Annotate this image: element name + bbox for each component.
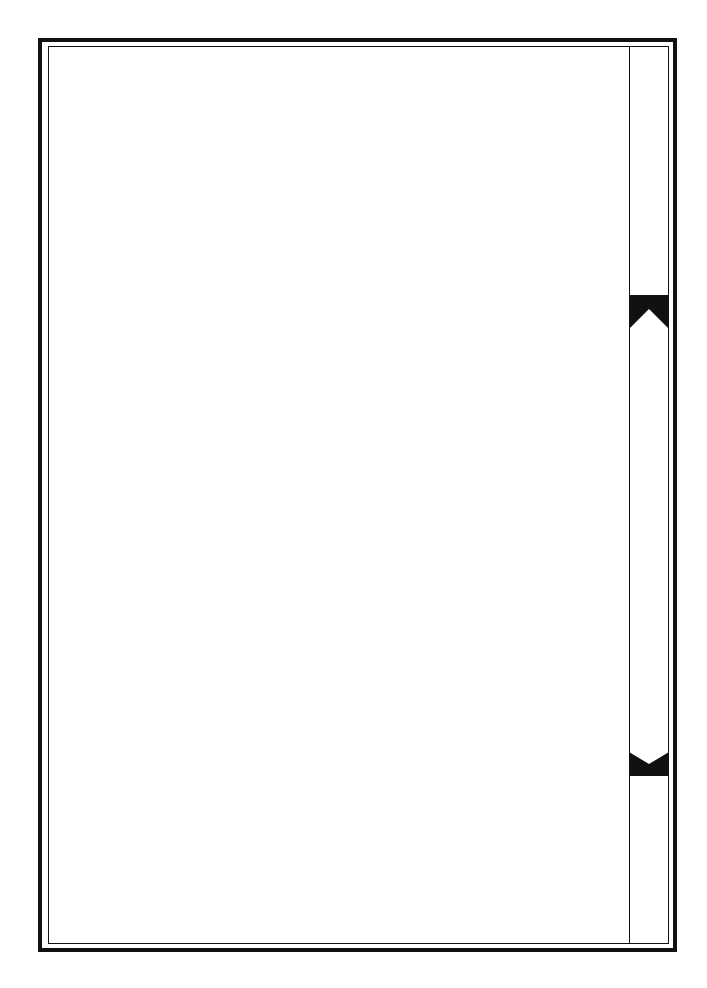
lower-fish-mark — [629, 752, 669, 776]
inner-border — [48, 46, 669, 944]
fish-tail-mark — [629, 295, 669, 329]
fish-tail-band — [629, 46, 669, 944]
